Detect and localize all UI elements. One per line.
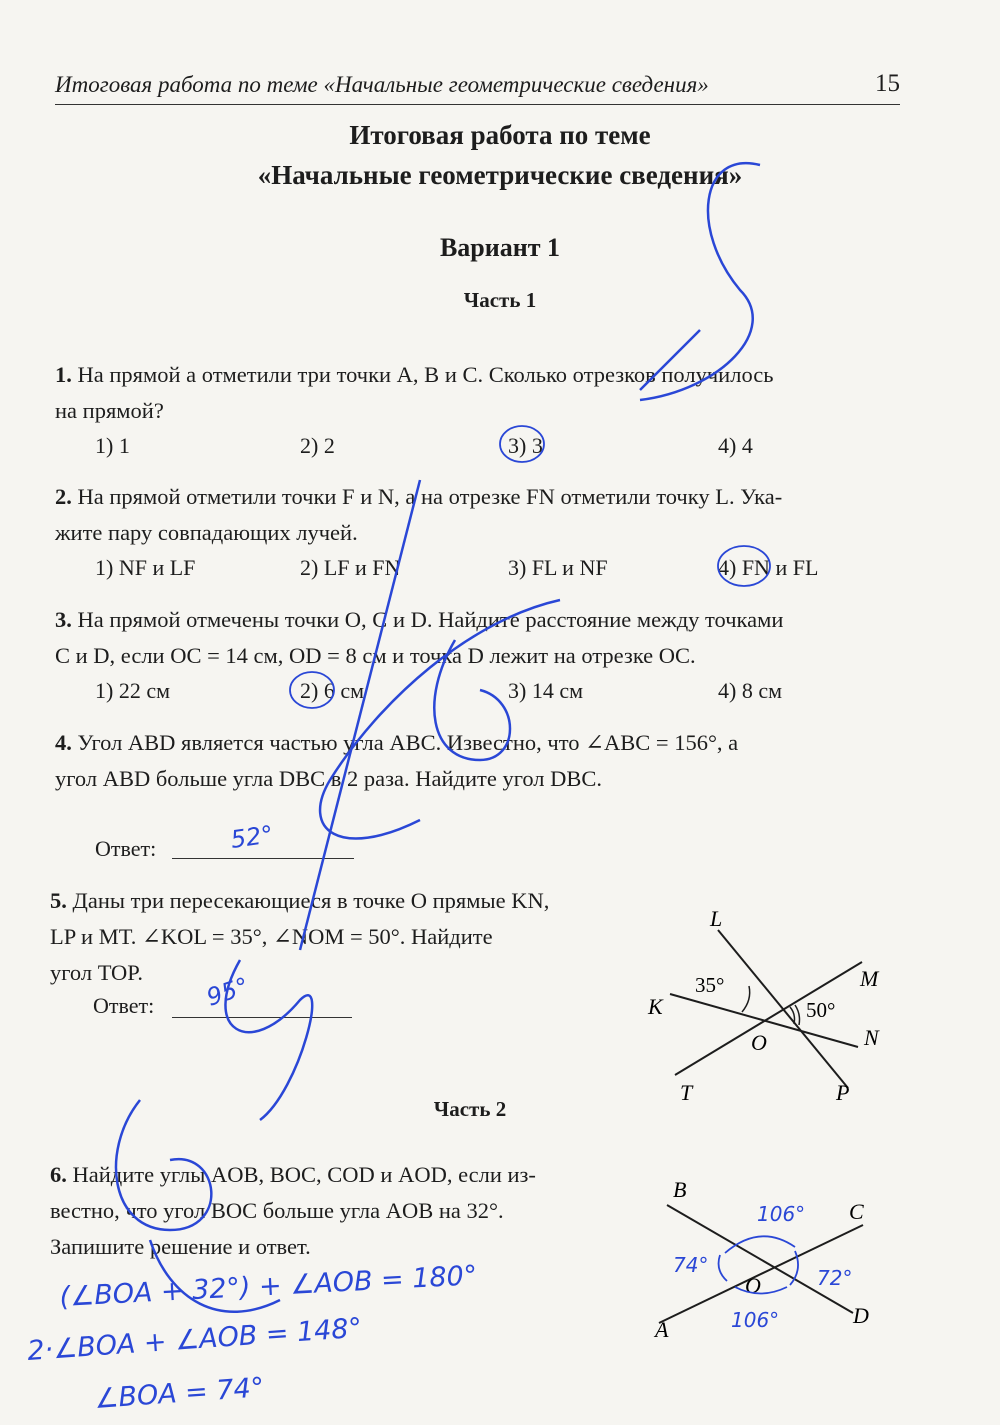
hand-arc-bottom [735,1287,787,1294]
page-title: Итоговая работа по теме [349,120,651,150]
page-number: 15 [875,70,900,97]
question-3-text-2: C и D, если OC = 14 см, OD = 8 см и точка D лежит на отрезке OC. [55,643,696,668]
question-1-text-1: На прямой a отметили три точки A, B и C. Сколько отрезков получилось [77,362,774,387]
hand-arc-left [719,1255,727,1281]
q1-option-3[interactable]: 3) 3 [508,433,543,458]
question-4-text-2: угол ABD больше угла DBC в 2 раза. Найдите угол DBC. [55,766,603,791]
q3-option-2[interactable]: 2) 6 см [300,678,365,703]
figure-two-lines [645,1175,895,1355]
question-5-text-1: Даны три пересекающиеся в точке O прямые KN, [72,888,550,913]
question-5 [50,883,640,991]
question-6-text-2: вестно, что угол BOC больше угла AOB на 32°. [50,1198,504,1223]
question-2-line-1 [55,479,905,515]
q1-option-1[interactable]: 1) 1 [95,433,130,458]
label-c: C [849,1199,864,1224]
q2-option-3[interactable]: 3) FL и NF [508,555,608,580]
q3-option-3[interactable]: 3) 14 см [508,678,584,703]
label-m: M [860,966,879,991]
hand-arc-top [725,1236,795,1253]
angle-kol-value: 35° [695,973,725,997]
angle-nom-value: 50° [806,998,836,1022]
question-2-text-1: На прямой отметили точки F и N, а на отрезке FN отметили точку L. Ука- [77,484,783,509]
question-4-number: 4. [55,730,72,755]
hand-solution-line-1: (∠BOA + 32°) + ∠AOB = 180° [58,1260,479,1313]
question-6-line-1 [50,1157,640,1193]
q1-option-4[interactable]: 4) 4 [718,433,753,458]
hand-solution-line-3: ∠BOA = 74° [93,1372,266,1415]
question-2 [55,479,905,551]
q5-answer-field[interactable] [172,993,352,1018]
question-6-text-1: Найдите углы AOB, BOC, COD и AOD, если из- [72,1162,536,1187]
hand-angle-cod: 72° [817,1266,853,1290]
label-p: P [836,1080,850,1105]
angle-nom-arc-2 [795,1005,800,1025]
question-6-number: 6. [50,1162,67,1187]
q1-option-2[interactable]: 2) 2 [300,433,335,458]
question-3-number: 3. [55,607,72,632]
q3-option-4[interactable]: 4) 8 см [718,678,783,703]
question-2-number: 2. [55,484,72,509]
question-5-text-3: угол TOP. [50,960,143,985]
question-5-text-2: LP и MT. ∠KOL = 35°, ∠NOM = 50°. Найдите [50,924,493,949]
label-b: B [673,1177,687,1202]
question-5-number: 5. [50,888,67,913]
question-4-line-1 [55,725,905,761]
label-t: T [680,1080,693,1105]
hand-solution-line-2: 2·∠BOA + ∠AOB = 148° [26,1312,363,1367]
question-1 [55,357,905,429]
q4-answer-label: Ответ: [95,836,157,861]
label-n: N [864,1025,879,1050]
question-3-line-1 [55,602,905,638]
question-4 [55,725,905,797]
hand-angle-aob: 74° [673,1253,709,1277]
running-title: Итоговая работа по теме «Начальные геометрические сведения» [55,72,709,97]
running-head [55,70,900,105]
q5-answer-label: Ответ: [93,993,155,1018]
question-1-number: 1. [55,362,72,387]
label-d: D [853,1303,869,1328]
hand-angle-aod: 106° [731,1308,780,1332]
question-5-line-1 [50,883,640,919]
question-3 [55,602,905,674]
label-o: O [751,1030,767,1055]
label-k: K [648,994,663,1019]
q2-option-1[interactable]: 1) NF и LF [95,555,196,580]
part2-heading: Часть 2 [433,1097,507,1121]
label-a: A [655,1317,669,1342]
hand-answer-q5: 95° [203,971,253,1012]
part1-heading: Часть 1 [463,288,537,312]
question-3-text-1: На прямой отмечены точки O, C и D. Найдите расстояние между точками [77,607,784,632]
question-6-text-3: Запишите решение и ответ. [50,1234,311,1259]
variant-heading: Вариант 1 [439,233,561,262]
hand-angle-boc: 106° [757,1202,806,1226]
figure-three-lines [630,900,890,1120]
q2-option-4[interactable]: 4) FN и FL [718,555,819,580]
question-2-text-2: жите пару совпадающих лучей. [55,520,358,545]
angle-kol-arc [742,986,750,1012]
q4-answer-field[interactable] [172,834,354,859]
question-6 [50,1157,640,1265]
question-4-text-1: Угол ABD является частью угла ABC. Известно, что ∠ABC = 156°, а [77,730,739,755]
question-1-text-2: на прямой? [55,398,164,423]
q3-option-1[interactable]: 1) 22 см [95,678,171,703]
label-l: L [710,906,723,931]
label-o2: O [745,1273,761,1298]
page-subtitle: «Начальные геометрические сведения» [257,160,743,190]
question-1-line-1 [55,357,905,393]
hand-answer-q4: 52° [228,820,275,854]
q2-option-2[interactable]: 2) LF и FN [300,555,401,580]
